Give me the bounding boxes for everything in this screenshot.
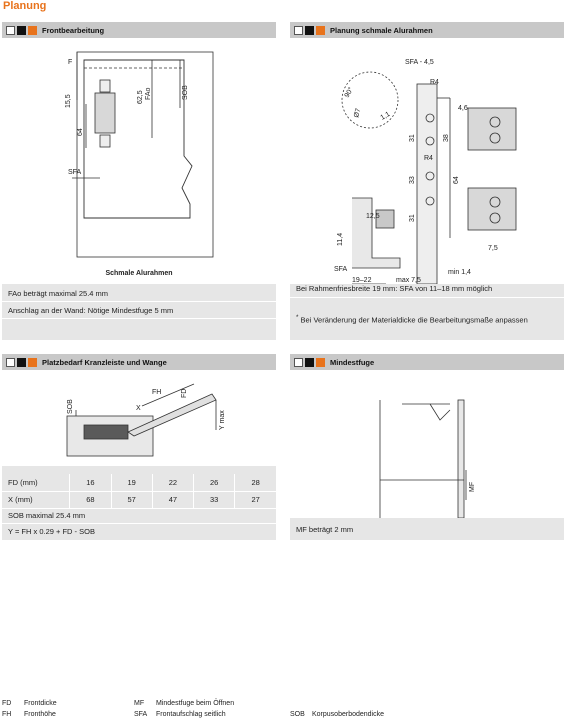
- label-f: F: [68, 59, 73, 66]
- label-12-5: 12,5: [366, 213, 380, 220]
- orange-square-icon: [28, 358, 37, 367]
- legend-mf: [134, 700, 234, 707]
- label-diameter-7: Ø7: [353, 107, 363, 119]
- panel-frontbearbeitung: [2, 22, 276, 340]
- label-62-5: 62,5: [137, 90, 144, 104]
- label-sob: SOB: [67, 399, 74, 414]
- label-7-5: 7,5: [488, 245, 498, 252]
- black-square-icon: [305, 358, 314, 367]
- panel-header: [2, 22, 276, 38]
- orange-square-icon: [316, 26, 325, 35]
- label-sob: SOB: [182, 85, 189, 100]
- x-cell: 47: [152, 491, 193, 508]
- legend-fh: [2, 711, 56, 718]
- planung-schmal-diagram: [290, 38, 564, 284]
- label-64: 64: [453, 176, 460, 184]
- label-y-max: Y max: [219, 410, 226, 430]
- label-11-4: 11,4: [337, 232, 344, 246]
- frontbearbeitung-diagram: [2, 38, 276, 284]
- legend-text: Korpusoberbodendicke: [312, 711, 384, 718]
- label-max-7-5: max 7,5: [396, 277, 421, 284]
- label-fao: FAo: [145, 87, 152, 100]
- panel-title: Frontbearbeitung: [42, 25, 105, 35]
- black-square-icon: [305, 26, 314, 35]
- panel-mindestfuge: [290, 354, 564, 540]
- legend-fd: [2, 700, 57, 707]
- label-38: 38: [443, 134, 450, 142]
- white-square-icon: [294, 26, 303, 35]
- label-19-22: 19–22: [352, 277, 372, 284]
- legend-text: Mindestfuge beim Öffnen: [156, 700, 235, 707]
- x-cell: 27: [235, 491, 276, 508]
- x-cell: 57: [111, 491, 152, 508]
- label-fd: FD: [181, 388, 188, 398]
- label-31-bottom: 31: [409, 214, 416, 222]
- diagram-caption: Schmale Alurahmen: [105, 270, 173, 277]
- label-x: X: [136, 405, 141, 412]
- legend-text: Frontdicke: [24, 700, 57, 707]
- legend-sob: [290, 711, 384, 718]
- label-4-6: 4,6: [458, 105, 468, 112]
- label-fh: FH: [152, 389, 162, 396]
- fd-cell: 19: [111, 474, 152, 491]
- table-row: [2, 491, 276, 508]
- footnote-materialdicke: [290, 314, 564, 325]
- note-fao: FAo beträgt maximal 25.4 mm: [8, 289, 109, 298]
- row-label-x: X (mm): [2, 491, 70, 508]
- label-1-1: 1,1: [379, 110, 392, 122]
- legend-text: Fronthöhe: [24, 711, 56, 718]
- fd-cell: 26: [194, 474, 235, 491]
- label-r4-top: R4: [430, 79, 439, 86]
- label-64: 64: [77, 128, 84, 136]
- legend-sfa: [134, 711, 226, 718]
- orange-square-icon: [28, 26, 37, 35]
- table-row: [2, 474, 276, 491]
- legend-abbr: FH: [2, 711, 12, 718]
- footnote-text: Bei Veränderung der Materialdicke die Bearbeitungsmaße anpassen: [300, 315, 528, 325]
- note-rahmenfriesbreite: Bei Rahmenfriesbreite 19 mm: SFA von 11–18 mm möglich: [296, 284, 493, 293]
- label-r4-mid: R4: [424, 155, 433, 162]
- legend-text: Frontaufschlag seitlich: [156, 711, 226, 718]
- panel-title: Platzbedarf Kranzleiste und Wange: [42, 357, 167, 367]
- legend-abbr: MF: [134, 700, 145, 707]
- footnote-marker: *: [296, 314, 299, 321]
- note-sob-max: SOB maximal 25.4 mm: [8, 511, 86, 520]
- label-sfa-4-5: SFA - 4,5: [405, 59, 434, 66]
- panel-header: [290, 22, 564, 38]
- label-90deg: 90°: [343, 86, 356, 99]
- note-anschlag: Anschlag an der Wand: Nötige Mindestfuge 5 mm: [8, 306, 174, 315]
- fd-cell: 16: [70, 474, 111, 491]
- note-formula: Y = FH x 0.29 + FD - SOB: [8, 527, 95, 536]
- legend-abbr: FD: [2, 700, 12, 707]
- panel-planung-schmal: [290, 22, 564, 340]
- label-31-top: 31: [409, 134, 416, 142]
- legend-abbr: SFA: [134, 711, 148, 718]
- panel-header: [290, 354, 564, 370]
- legend-abbr: SOB: [290, 711, 305, 718]
- panel-title: Mindestfuge: [330, 357, 375, 367]
- white-square-icon: [6, 358, 15, 367]
- white-square-icon: [6, 26, 15, 35]
- x-cell: 33: [194, 491, 235, 508]
- fd-x-table: [2, 474, 276, 509]
- panel-platzbedarf: [2, 354, 276, 540]
- black-square-icon: [17, 26, 26, 35]
- label-sfa: SFA: [68, 169, 82, 176]
- row-label-fd: FD (mm): [2, 474, 70, 491]
- x-cell: 68: [70, 491, 111, 508]
- note-mf: MF beträgt 2 mm: [296, 525, 354, 534]
- label-mf: MF: [469, 481, 476, 492]
- fd-cell: 28: [235, 474, 276, 491]
- label-sfa: SFA: [334, 266, 348, 273]
- white-square-icon: [294, 358, 303, 367]
- page-title: Planung: [3, 0, 47, 12]
- fd-cell: 22: [152, 474, 193, 491]
- label-15-5: 15,5: [65, 94, 72, 108]
- black-square-icon: [17, 358, 26, 367]
- orange-square-icon: [316, 358, 325, 367]
- panel-title: Planung schmale Alurahmen: [330, 25, 433, 35]
- platzbedarf-diagram: [2, 370, 276, 466]
- label-33: 33: [409, 176, 416, 184]
- mindestfuge-diagram: [290, 370, 564, 518]
- label-min-1-4: min 1,4: [448, 269, 471, 276]
- panel-header: [2, 354, 276, 370]
